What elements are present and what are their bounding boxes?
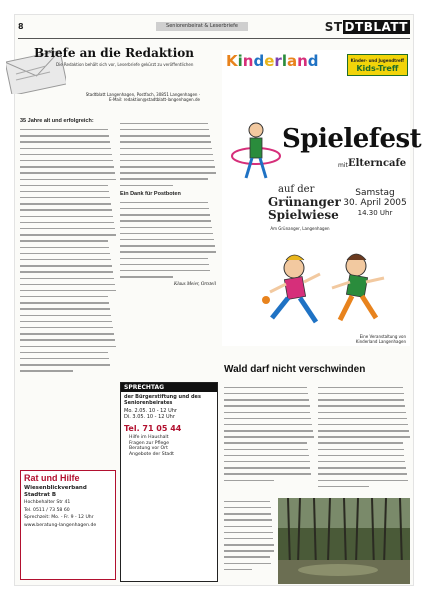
text-line [120, 129, 209, 130]
sprechtag-box [120, 382, 218, 582]
sprechtag-head: SPRECHTAG [121, 383, 217, 392]
masthead-suffix: DTBLATT [344, 20, 408, 34]
text-line [318, 442, 403, 443]
list-item: • Angebote der Stadt [129, 452, 214, 458]
text-line [120, 245, 215, 246]
text-line [20, 358, 109, 359]
text-line [224, 387, 307, 388]
ad-weekday: Samstag [355, 188, 395, 198]
sprechtag-time-2: Di. 3.05. 10 - 12 Uhr [124, 414, 175, 420]
text-line [224, 430, 313, 431]
spielefest-ad [222, 50, 422, 346]
wald-column-3 [224, 496, 274, 582]
masthead-prefix: ST [324, 20, 343, 34]
text-line [120, 227, 212, 228]
wald-text-1 [224, 387, 314, 481]
text-line [20, 265, 112, 266]
ad-elterncafe: Elterncafe [348, 158, 407, 169]
text-line [20, 259, 111, 260]
letters-title: Briefe an die Redaktion [34, 46, 194, 60]
text-line [120, 178, 208, 179]
text-line [224, 556, 270, 557]
list-item: • Hilfe im Haushalt [129, 435, 214, 441]
text-line [224, 544, 274, 545]
text-line [224, 480, 274, 481]
text-line [224, 526, 272, 527]
wald-column-2 [318, 382, 410, 498]
text-line [224, 563, 271, 564]
sprechtag-time-1: Mo. 2.05. 10 - 12 Uhr [124, 408, 177, 414]
text-line [224, 519, 272, 520]
text-line [224, 532, 273, 533]
text-line [224, 412, 310, 413]
text-line [224, 418, 311, 419]
ad-sponsor: Eine Veranstaltung von Kinderland Langenhagen [355, 334, 406, 344]
running-children-illustration [246, 248, 396, 330]
text-line [120, 172, 216, 173]
text-line [120, 160, 214, 161]
text-line [318, 405, 405, 406]
text-line [20, 247, 109, 248]
text-line [318, 387, 403, 388]
text-line [20, 185, 108, 186]
page-number: 8 [18, 22, 24, 31]
rat-line-3: Hochbehalter Str 41 [24, 500, 71, 505]
text-line [20, 271, 113, 272]
rat-name: Wiesenblickverband [24, 485, 87, 491]
ad-location-small: Am Grünanger, Langenhagen [270, 226, 330, 231]
text-line [120, 270, 210, 271]
text-line [318, 486, 369, 487]
text-line [224, 467, 310, 468]
text-line [20, 216, 113, 217]
text-line [318, 412, 406, 413]
text-line [224, 405, 310, 406]
text-line [318, 399, 404, 400]
text-line [120, 233, 213, 234]
text-line [224, 461, 310, 462]
rat-contact-3: www.beratung-langenhagen.de [24, 522, 97, 528]
text-line [20, 339, 115, 340]
text-line [120, 258, 208, 259]
text-line [318, 424, 408, 425]
text-line [20, 209, 112, 210]
text-line [20, 197, 110, 198]
text-line [120, 220, 211, 221]
text-line [318, 461, 405, 462]
text-line [224, 449, 308, 450]
letters-header [6, 44, 202, 112]
text-line [224, 507, 271, 508]
text-line [20, 166, 114, 167]
text-line [20, 296, 108, 297]
masthead [325, 20, 410, 34]
text-line [318, 467, 406, 468]
rat-und-hilfe-box [20, 470, 116, 580]
ad-location: Grünanger Spielwiese [268, 195, 341, 222]
forest-photo [278, 498, 410, 584]
text-line [20, 321, 112, 322]
text-line [20, 172, 115, 173]
sprechtag-list [121, 435, 217, 457]
text-line [20, 346, 116, 347]
text-line [120, 264, 209, 265]
list-item: • Beratung vor Ort [129, 446, 214, 452]
text-line [120, 148, 212, 149]
letter-1-text [20, 129, 116, 372]
text-line [224, 501, 270, 502]
wald-column-1 [224, 382, 314, 492]
text-line [120, 276, 173, 277]
text-line [20, 240, 108, 241]
wald-text-2 [318, 387, 410, 487]
text-line [224, 513, 271, 514]
page-header [18, 20, 410, 36]
text-line [20, 278, 114, 279]
text-line [20, 234, 116, 235]
text-line [224, 473, 311, 474]
text-line [20, 364, 110, 365]
text-line [120, 154, 213, 155]
text-line [318, 449, 404, 450]
kids-treff-name: Kids-Treff [356, 64, 399, 73]
sprechtag-phone: Tel. 71 05 44 [124, 424, 182, 433]
letter-2-lead: Ein Dank für Postboten [120, 190, 181, 197]
ad-title: Spielefest [282, 124, 422, 154]
text-line [20, 352, 108, 353]
kids-treff-logo [347, 54, 408, 76]
text-line [20, 370, 73, 371]
text-line [224, 399, 309, 400]
hula-hoop-child-illustration [228, 116, 284, 186]
text-line [20, 284, 115, 285]
text-line [318, 436, 410, 437]
text-line [224, 424, 312, 425]
text-line [20, 228, 115, 229]
text-line [224, 538, 273, 539]
kids-treff-top: Kinder- und Jugendtreff [350, 58, 404, 63]
kinderland-logo: Kinderland [226, 52, 319, 70]
letter-1-lead: 35 Jahre alt und erfolgreich: [20, 118, 94, 124]
text-line [120, 123, 208, 124]
text-line [318, 480, 408, 481]
text-line [318, 393, 404, 394]
rat-contact-1: Tel. 0511 / 73 58 60 [24, 507, 70, 513]
text-line [20, 308, 110, 309]
text-line [20, 302, 109, 303]
letters-subtitle: Die Redaktion behält sich vor, Leserbriefe gekürzt zu veröffentlichen [56, 62, 194, 67]
text-line [20, 333, 114, 334]
letters-address: Stadtblatt Langenhagen, Postfach, 30851 Langenhagen · E-Mail: redaktion@stadtblatt-langenhagen.de [85, 92, 200, 102]
text-line [20, 203, 111, 204]
text-line [318, 455, 404, 456]
text-line [224, 455, 309, 456]
text-line [120, 166, 215, 167]
text-line [120, 214, 210, 215]
text-line [20, 290, 116, 291]
header-rule [18, 38, 410, 39]
letter-column-1 [20, 118, 116, 458]
section-tag: Seniorenbeirat & Leserbriefe [156, 22, 248, 31]
text-line [120, 202, 208, 203]
letter-2-text-b [120, 202, 216, 278]
rat-contact-2: Sprechzeit: Mo. - Fr. 9 - 12 Uhr [24, 515, 94, 521]
sprechtag-sub: der Bürgerstiftung und des Seniorenbeirates [124, 394, 201, 406]
letter-2-text-a [120, 123, 216, 186]
ad-mit: mit [338, 162, 348, 169]
newspaper-page [14, 14, 422, 586]
letter-signature: Klaus Meier, Ortsteil [173, 282, 216, 288]
text-line [20, 129, 108, 130]
rat-line-2: Stadtrat B [24, 492, 57, 498]
text-line [20, 154, 112, 155]
ad-date-box [342, 188, 408, 217]
text-line [224, 436, 314, 437]
text-line [224, 569, 252, 570]
text-line [224, 550, 274, 551]
text-line [120, 208, 209, 209]
text-line [318, 418, 407, 419]
text-line [20, 253, 110, 254]
rat-title: Rat und Hilfe [24, 473, 80, 483]
text-line [20, 141, 110, 142]
text-line [120, 185, 173, 186]
text-line [120, 239, 214, 240]
text-line [20, 135, 109, 136]
wald-article-title: Wald darf nicht verschwinden [224, 364, 366, 375]
text-line [120, 251, 216, 252]
text-line [120, 135, 210, 136]
ad-date: 30. April 2005 [343, 198, 407, 208]
text-line [20, 191, 109, 192]
wald-text-3 [224, 501, 274, 570]
ad-time: 14.30 Uhr [357, 209, 393, 217]
text-line [318, 473, 407, 474]
text-line [224, 442, 307, 443]
sprechtag-times [121, 406, 217, 422]
text-line [20, 222, 114, 223]
text-line [20, 179, 116, 180]
letter-column-2 [120, 118, 216, 298]
text-line [318, 430, 409, 431]
text-line [20, 148, 111, 149]
text-line [20, 160, 113, 161]
text-line [20, 315, 111, 316]
text-line [224, 393, 308, 394]
text-line [20, 327, 113, 328]
text-line [120, 141, 211, 142]
ad-auf-der: auf der [278, 184, 315, 195]
list-item: • Fragen zur Pflege [129, 441, 214, 447]
